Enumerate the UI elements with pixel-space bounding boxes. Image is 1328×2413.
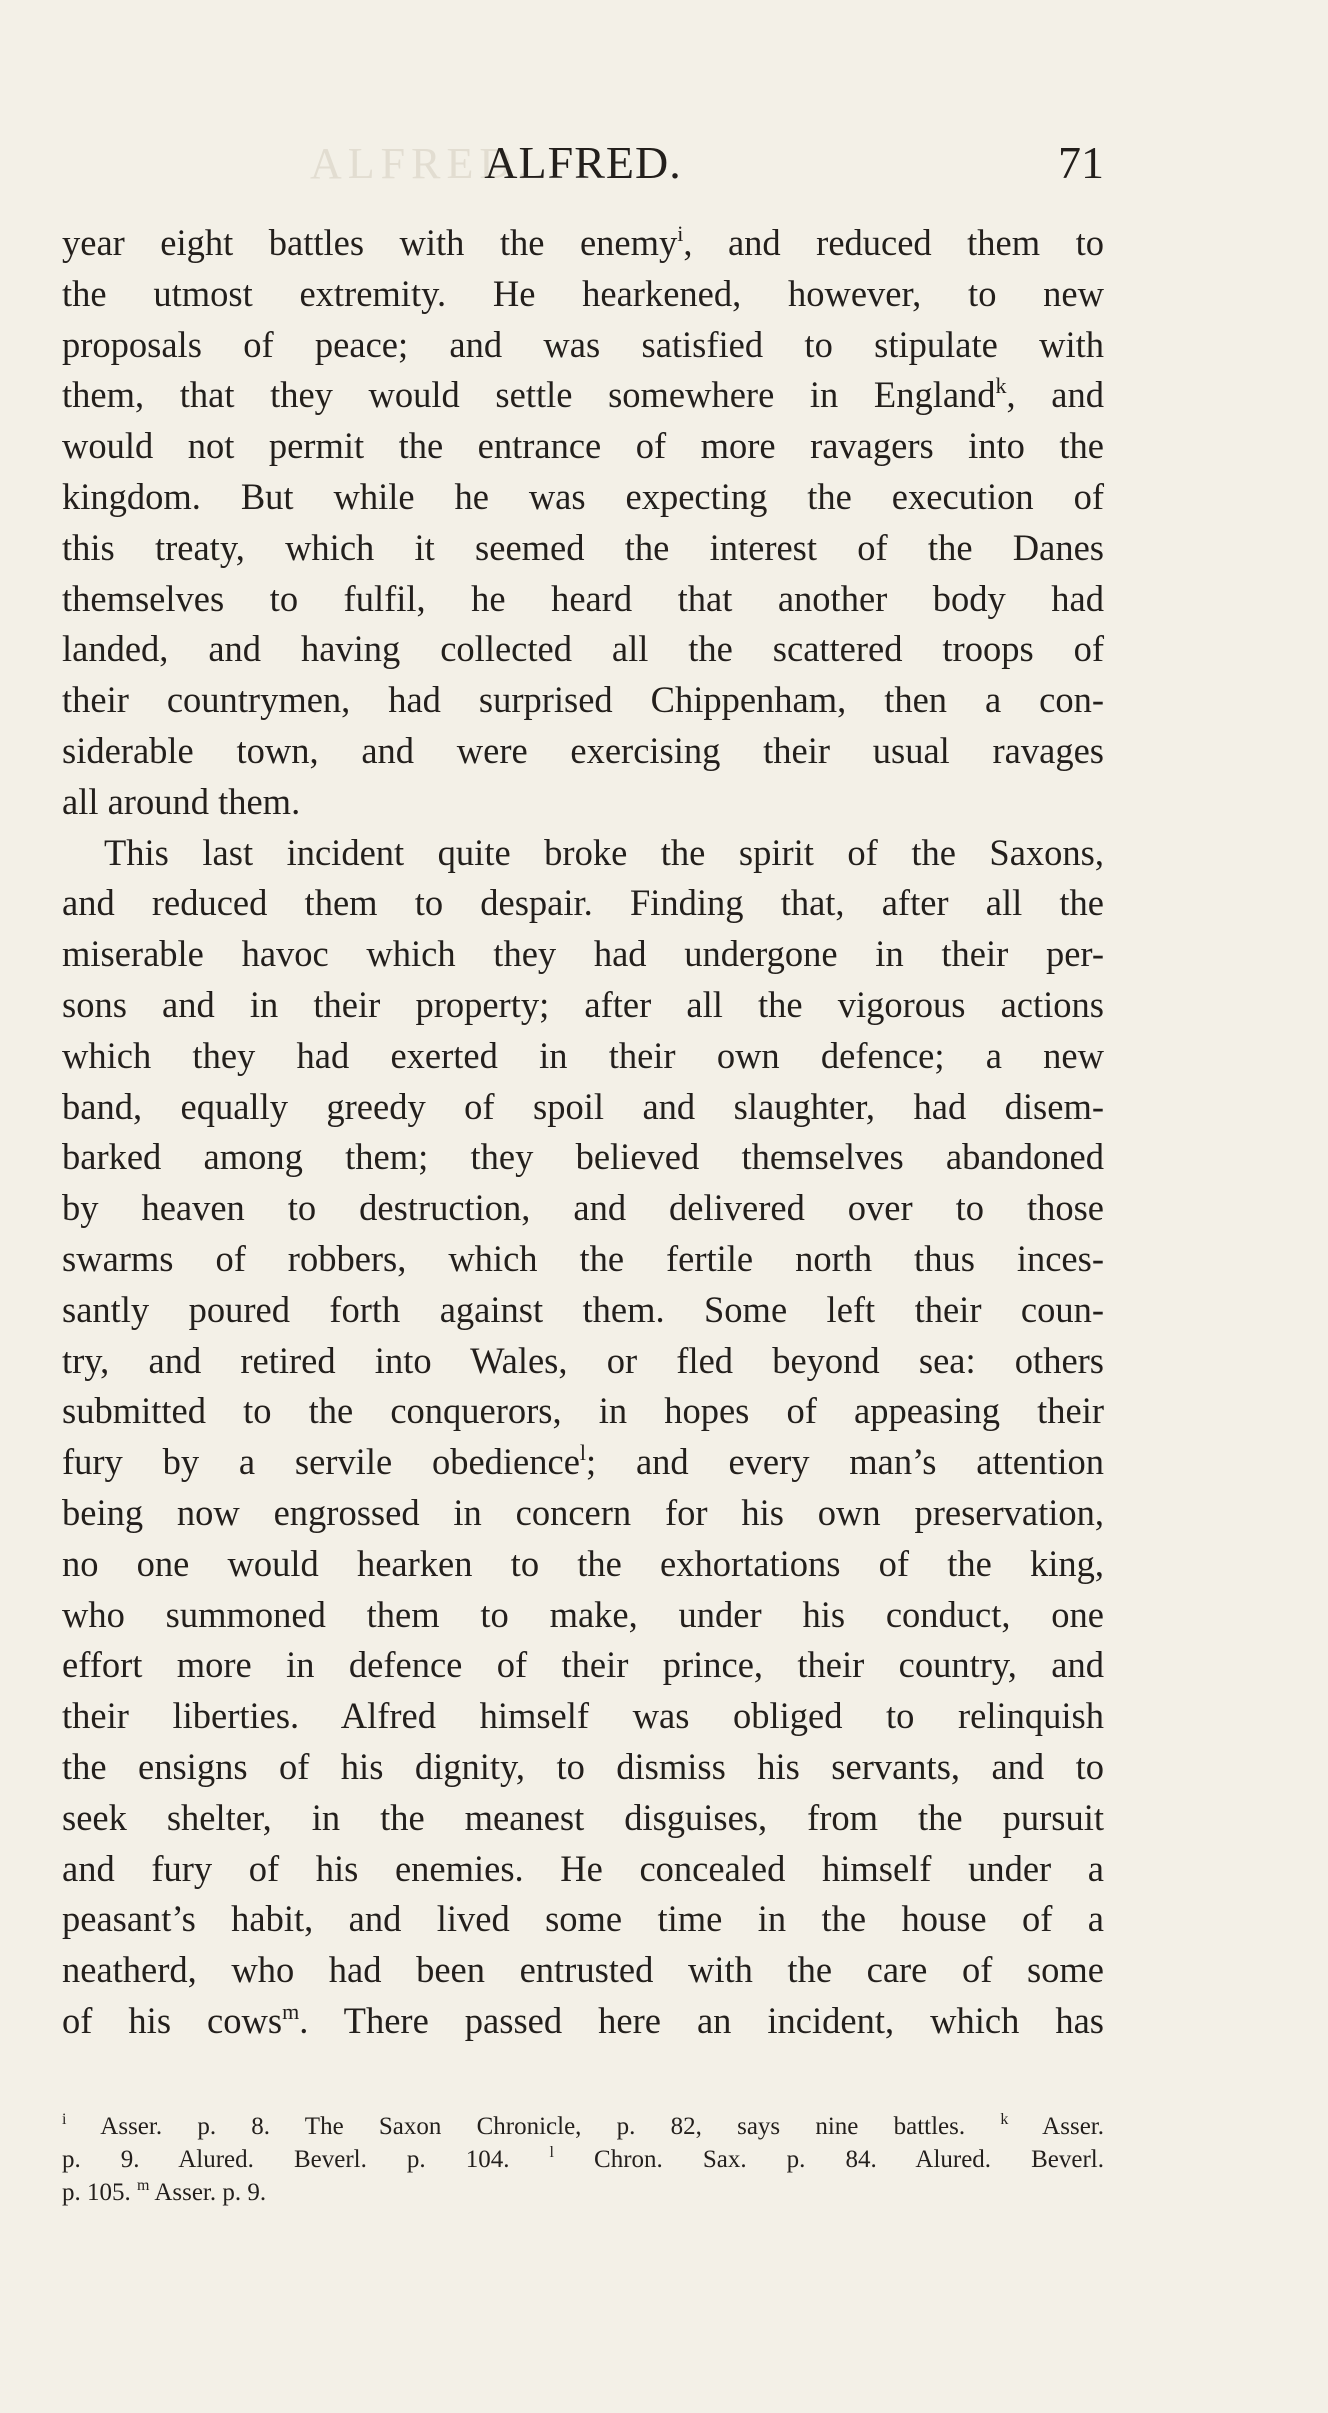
- text-segment: proposals of peace; and was satisfied to stipulate with: [62, 323, 1104, 365]
- text-line: [62, 624, 1104, 675]
- text-line: [62, 878, 1104, 929]
- body-text: [62, 218, 1104, 2047]
- text-line: [62, 980, 1104, 1031]
- text-segment: year eight battles with the enemy: [62, 222, 678, 263]
- text-segment: neatherd, who had been entrusted with the care of some: [62, 1949, 1104, 1991]
- text-segment: This last incident quite broke the spirit of the Saxons,: [104, 831, 1104, 873]
- text-line: [62, 1183, 1104, 1234]
- text-segment: who summoned them to make, under his conduct, one: [62, 1593, 1104, 1635]
- text-segment: which they had exerted in their own defence; a new: [62, 1034, 1104, 1076]
- text-segment: . There passed here an incident, which has: [299, 1999, 1105, 2041]
- text-segment: fury by a servile obedience: [62, 1441, 580, 1483]
- text-line: [62, 523, 1104, 574]
- footnote-line: [62, 2143, 1104, 2176]
- text-segment: Asser. p. 8. The Saxon Chronicle, p. 82, says nine battles.: [66, 2113, 1001, 2140]
- footnote-mark: i: [62, 2111, 67, 2128]
- text-line: [62, 1742, 1104, 1793]
- text-segment: Asser.: [1008, 2113, 1104, 2140]
- text-segment: ; and every man’s attention: [586, 1441, 1104, 1483]
- text-segment: by heaven to destruction, and delivered over to those: [62, 1187, 1104, 1229]
- footnote-mark: m: [137, 2177, 150, 2194]
- footnote-line: [62, 2110, 1104, 2143]
- text-line: [62, 320, 1104, 371]
- footnotes: [62, 2110, 1104, 2209]
- text-segment: effort more in defence of their prince, their country, and: [62, 1644, 1104, 1686]
- text-segment: Asser. p. 9.: [149, 2179, 267, 2206]
- text-line: [62, 1844, 1104, 1895]
- footnote-mark: l: [579, 1440, 587, 1466]
- text-segment: all around them.: [62, 780, 301, 822]
- running-head: ALFRED.: [484, 137, 682, 188]
- footnote-line: [62, 2176, 1104, 2209]
- text-segment: barked among them; they believed themselves abandoned: [62, 1136, 1104, 1178]
- text-segment: would not permit the entrance of more ravagers into the: [62, 425, 1104, 467]
- footnote-mark: l: [549, 2144, 554, 2161]
- text-segment: being now engrossed in concern for his own preservation,: [62, 1491, 1104, 1533]
- text-segment: swarms of robbers, which the fertile north thus inces-: [62, 1237, 1104, 1279]
- text-segment: p. 105.: [62, 2179, 137, 2206]
- text-line: [62, 1336, 1104, 1387]
- text-line: [62, 929, 1104, 980]
- text-line: [62, 218, 1104, 269]
- text-line: [62, 472, 1104, 523]
- text-line: [62, 1894, 1104, 1945]
- text-segment: themselves to fulfil, he heard that another body had: [62, 577, 1104, 619]
- text-segment: , and reduced them to: [683, 222, 1104, 263]
- text-line: [62, 675, 1104, 726]
- text-segment: and reduced them to despair. Finding that, after all the: [62, 882, 1104, 924]
- text-segment: no one would hearken to the exhortations of the king,: [62, 1542, 1104, 1584]
- text-line: [62, 574, 1104, 625]
- text-segment: this treaty, which it seemed the interest of the Danes: [62, 526, 1104, 568]
- page-header: [62, 136, 1104, 196]
- footnote-mark: m: [282, 1998, 300, 2024]
- text-segment: landed, and having collected all the scattered troops of: [62, 628, 1104, 670]
- text-line: [62, 1285, 1104, 1336]
- text-segment: their liberties. Alfred himself was obliged to relinquish: [62, 1695, 1104, 1737]
- text-line: [62, 421, 1104, 472]
- text-line: [62, 1488, 1104, 1539]
- text-segment: Chron. Sax. p. 84. Alured. Beverl.: [553, 2146, 1105, 2173]
- text-segment: seek shelter, in the meanest disguises, from the pursuit: [62, 1796, 1104, 1838]
- text-segment: submitted to the conquerors, in hopes of appeasing their: [62, 1390, 1104, 1432]
- text-line: [62, 1234, 1104, 1285]
- text-line: [62, 1945, 1104, 1996]
- text-line: [62, 1590, 1104, 1641]
- text-line: [62, 269, 1104, 320]
- text-segment: the ensigns of his dignity, to dismiss his servants, and to: [62, 1745, 1104, 1787]
- text-line: [62, 1132, 1104, 1183]
- text-segment: the utmost extremity. He hearkened, however, to new: [62, 272, 1104, 314]
- text-segment: p. 9. Alured. Beverl. p. 104.: [62, 2146, 550, 2173]
- text-line: [62, 1640, 1104, 1691]
- text-line: [62, 777, 1104, 828]
- text-line: [62, 1996, 1104, 2047]
- text-segment: , and: [1006, 374, 1104, 416]
- text-segment: them, that they would settle somewhere in England: [62, 374, 996, 416]
- text-line: [62, 726, 1104, 777]
- text-line: [62, 1437, 1104, 1488]
- text-line: [62, 1386, 1104, 1437]
- footnote-mark: k: [995, 373, 1007, 399]
- text-segment: siderable town, and were exercising their usual ravages: [62, 729, 1104, 771]
- show-through-text: ALFRED.: [310, 139, 535, 188]
- footnote-mark: i: [677, 221, 684, 246]
- page-number: 71: [1058, 137, 1104, 188]
- text-line: [62, 1539, 1104, 1590]
- footnote-mark: k: [1000, 2111, 1009, 2128]
- text-segment: kingdom. But while he was expecting the execution of: [62, 475, 1104, 517]
- text-segment: of his cows: [62, 1999, 283, 2041]
- text-line: [62, 1691, 1104, 1742]
- text-line: [62, 370, 1104, 421]
- text-line: [62, 1793, 1104, 1844]
- text-line: [62, 828, 1104, 879]
- text-line: [62, 1082, 1104, 1133]
- text-segment: santly poured forth against them. Some left their coun-: [62, 1288, 1104, 1330]
- text-segment: try, and retired into Wales, or fled beyond sea: others: [62, 1339, 1104, 1381]
- text-segment: miserable havoc which they had undergone in their per-: [62, 933, 1104, 975]
- text-segment: band, equally greedy of spoil and slaughter, had disem-: [62, 1085, 1104, 1127]
- text-segment: peasant’s habit, and lived some time in the house of a: [62, 1898, 1104, 1940]
- text-segment: their countrymen, had surprised Chippenham, then a con-: [62, 679, 1104, 721]
- text-segment: and fury of his enemies. He concealed himself under a: [62, 1847, 1104, 1889]
- text-segment: sons and in their property; after all the vigorous actions: [62, 983, 1104, 1025]
- text-line: [62, 1031, 1104, 1082]
